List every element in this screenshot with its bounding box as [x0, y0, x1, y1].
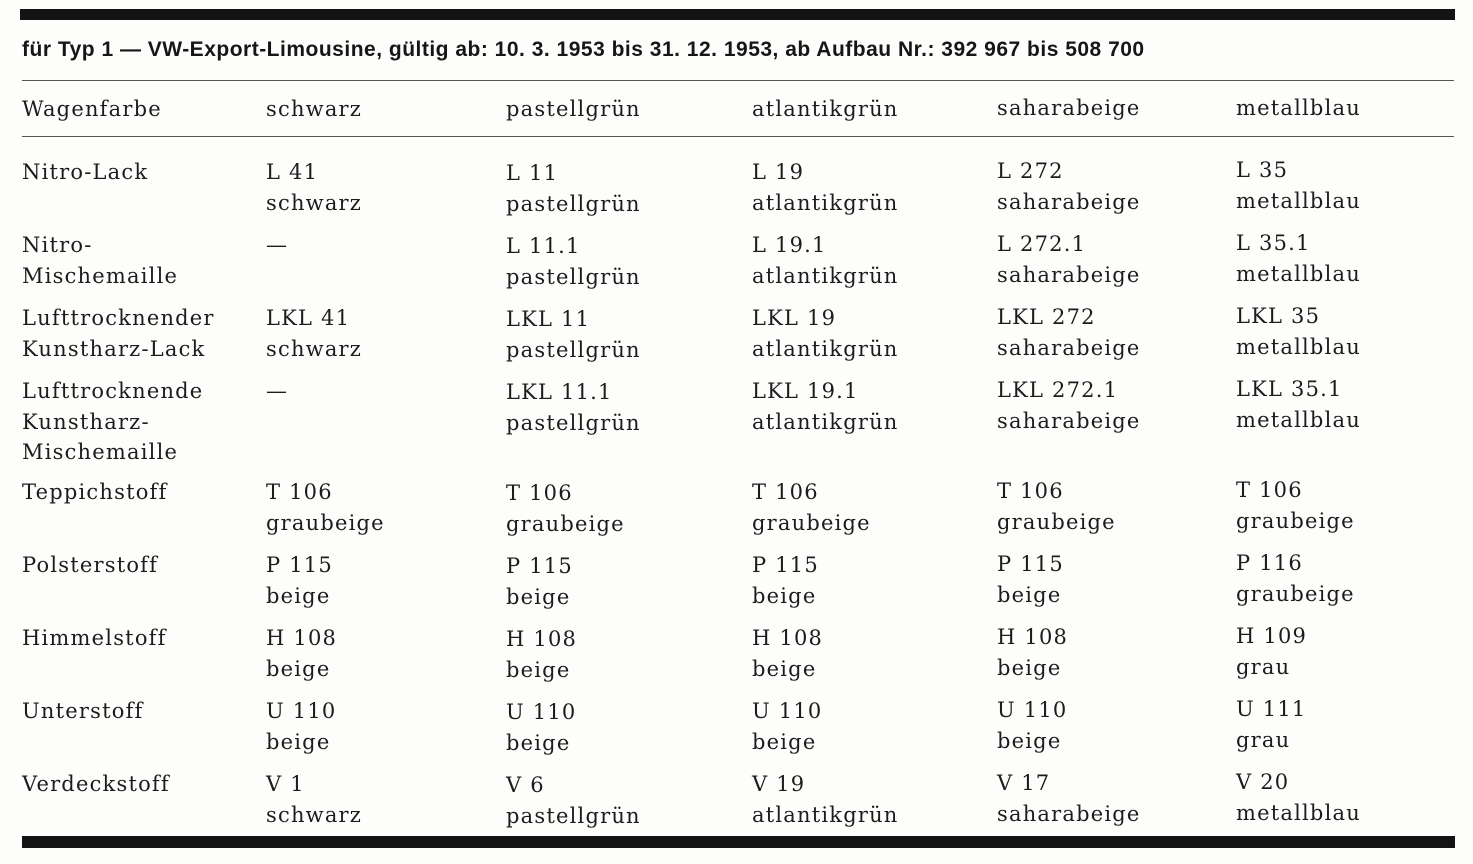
table-cell-line: metallblau: [1236, 407, 1361, 432]
table-cell-line: P 115: [266, 553, 333, 577]
table-cell: [266, 376, 288, 407]
table-cell-line: metallblau: [1236, 334, 1361, 359]
table-cell: [997, 156, 1141, 217]
table-cell: [1236, 548, 1355, 609]
table-cell: [506, 377, 641, 438]
table-cell: [997, 375, 1141, 436]
table-cell-line: P 115: [997, 552, 1064, 576]
table-cell-line: L 11: [506, 161, 559, 185]
table-cell: [506, 478, 625, 539]
table-cell-line: beige: [266, 583, 331, 608]
top-border-bar: [20, 9, 1455, 20]
table-cell-line: beige: [266, 729, 331, 754]
row-label-line: Kunstharz-: [22, 409, 150, 434]
table-cell-line: P 115: [506, 554, 573, 578]
table-cell-line: grau: [1236, 654, 1291, 679]
table-cell: [752, 550, 819, 611]
table-cell-line: pastellgrün: [506, 410, 641, 435]
table-cell-line: L 19: [752, 160, 805, 184]
column-header: saharabeige: [997, 96, 1141, 120]
table-cell-line: saharabeige: [997, 801, 1141, 826]
table-cell-line: grau: [1236, 727, 1291, 752]
row-label-line: Verdeckstoff: [22, 772, 170, 796]
table-cell-line: V 19: [752, 772, 806, 796]
table-cell-line: LKL 35.1: [1236, 377, 1343, 401]
table-cell: [1236, 475, 1355, 536]
table-cell: [997, 768, 1141, 829]
row-label: [22, 376, 203, 468]
row-label-line: Himmelstoff: [22, 626, 167, 650]
table-cell-line: graubeige: [266, 510, 385, 535]
row-label-line: Mischemaille: [22, 263, 179, 288]
table-cell-line: pastellgrün: [506, 337, 641, 362]
row-label: [22, 303, 215, 364]
table-cell-line: graubeige: [1236, 508, 1355, 533]
table-cell: [506, 231, 641, 292]
table-cell-line: schwarz: [266, 336, 363, 361]
table-cell-line: metallblau: [1236, 188, 1361, 213]
table-cell-line: metallblau: [1236, 261, 1361, 286]
table-cell-line: metallblau: [1236, 800, 1361, 825]
table-cell-line: schwarz: [266, 190, 363, 215]
table-cell-line: T 106: [506, 481, 573, 505]
table-cell: [506, 551, 573, 612]
table-cell: [997, 622, 1068, 683]
table-cell-line: P 115: [752, 553, 819, 577]
table-cell: [506, 304, 641, 365]
table-cell: [1236, 155, 1361, 216]
table-cell: [506, 770, 641, 831]
table-cell-line: beige: [506, 657, 571, 682]
table-cell: [266, 157, 362, 218]
row-label-line: Polsterstoff: [22, 553, 159, 577]
table-cell-line: L 41: [266, 160, 319, 184]
table-cell-line: saharabeige: [997, 262, 1141, 287]
table-cell-line: saharabeige: [997, 335, 1141, 360]
table-cell-line: beige: [752, 656, 817, 681]
table-cell: [266, 477, 385, 538]
table-cell-line: LKL 272: [997, 305, 1096, 329]
column-header: schwarz: [266, 97, 363, 121]
row-label-line: Kunstharz-Lack: [22, 336, 206, 361]
table-cell-line: LKL 272.1: [997, 378, 1119, 402]
table-cell-line: beige: [266, 656, 331, 681]
row-label-line: Nitro-: [22, 233, 93, 257]
table-cell-line: LKL 35: [1236, 304, 1321, 328]
row-label: [22, 550, 158, 581]
table-cell-line: beige: [506, 584, 571, 609]
table-cell-line: LKL 19.1: [752, 379, 859, 403]
column-header: metallblau: [1236, 96, 1361, 120]
table-cell: [266, 303, 362, 364]
table-cell-line: LKL 11.1: [506, 380, 613, 404]
table-cell: [266, 550, 333, 611]
table-cell: [266, 623, 337, 684]
row-label: [22, 230, 178, 291]
bottom-border-bar: [22, 836, 1455, 848]
table-cell: [1236, 694, 1306, 755]
table-cell-line: saharabeige: [997, 408, 1141, 433]
table-cell: [266, 696, 336, 757]
table-cell: [1236, 374, 1361, 435]
row-label: [22, 769, 170, 800]
table-cell: [506, 624, 577, 685]
table-cell-line: L 272: [997, 159, 1064, 183]
table-cell: [752, 376, 899, 437]
row-label: [22, 696, 144, 727]
table-cell: [506, 158, 641, 219]
table-cell-line: U 110: [506, 700, 577, 724]
table-cell-line: atlantikgrün: [752, 802, 899, 827]
table-cell: [1236, 621, 1307, 682]
table-cell-line: graubeige: [506, 511, 625, 536]
table-cell-line: beige: [752, 583, 817, 608]
table-cell-line: L 19.1: [752, 233, 827, 257]
table-cell: [1236, 228, 1361, 289]
table-cell-line: L 11.1: [506, 234, 581, 258]
table-cell-line: T 106: [266, 480, 333, 504]
table-cell-line: beige: [997, 582, 1062, 607]
table-cell: [752, 157, 899, 218]
row-label: [22, 623, 167, 654]
table-cell-line: atlantikgrün: [752, 336, 899, 361]
row-label-line: Lufttrocknender: [22, 306, 215, 330]
column-header: pastellgrün: [506, 97, 641, 121]
table-cell-line: T 106: [997, 479, 1064, 503]
table-cell: [752, 230, 899, 291]
row-label: [22, 477, 168, 508]
row-label-line: Mischemaille: [22, 440, 179, 464]
table-cell: [266, 769, 362, 830]
table-cell-line: U 110: [997, 698, 1068, 722]
table-cell-line: beige: [997, 728, 1062, 753]
table-cell-line: L 35.1: [1236, 231, 1311, 255]
table-cell: [752, 477, 871, 538]
table-cell-line: atlantikgrün: [752, 409, 899, 434]
table-cell-line: V 1: [266, 772, 305, 796]
table-cell: [506, 697, 576, 758]
table-cell-line: saharabeige: [997, 189, 1141, 214]
row-label-line: Lufttrocknende: [22, 379, 204, 403]
table-cell-line: U 110: [266, 699, 337, 723]
row-label: [22, 157, 148, 188]
table-cell-line: H 108: [997, 625, 1069, 649]
table-cell-line: beige: [506, 730, 571, 755]
row-label-line: Teppichstoff: [22, 480, 168, 504]
table-cell-line: L 272.1: [997, 232, 1087, 256]
table-cell-line: V 17: [997, 771, 1051, 795]
table-cell: [997, 302, 1141, 363]
table-cell: [1236, 301, 1361, 362]
table-cell-line: atlantikgrün: [752, 263, 899, 288]
table-cell-line: pastellgrün: [506, 803, 641, 828]
row-label-line: Nitro-Lack: [22, 160, 149, 184]
table-cell: [997, 476, 1116, 537]
table-cell: [266, 230, 288, 261]
header-rule-top: [22, 80, 1454, 81]
table-cell-line: V 20: [1236, 770, 1290, 794]
table-cell-line: graubeige: [752, 510, 871, 535]
table-cell-line: beige: [997, 655, 1062, 680]
table-cell: [1236, 767, 1361, 828]
table-cell: [752, 769, 899, 830]
table-cell-line: T 106: [1236, 478, 1303, 502]
table-cell-line: H 109: [1236, 624, 1308, 648]
table-cell-line: H 108: [266, 626, 338, 650]
table-cell-line: U 110: [752, 699, 823, 723]
table-cell-line: P 116: [1236, 551, 1303, 575]
table-cell-line: L 35: [1236, 158, 1289, 182]
table-cell-line: graubeige: [1236, 581, 1355, 606]
page-title: für Typ 1 — VW-Export-Limousine, gültig ab: 10. 3. 1953 bis 31. 12. 1953, ab Aufbau Nr.: 392 967 bis 508 700: [22, 38, 1145, 61]
table-cell-line: schwarz: [266, 802, 363, 827]
row-label-line: Unterstoff: [22, 699, 144, 723]
table-cell-line: LKL 11: [506, 307, 591, 331]
table-cell-line: LKL 41: [266, 306, 351, 330]
table-cell-line: V 6: [506, 773, 545, 797]
header-label-wagenfarbe: Wagenfarbe: [22, 97, 162, 121]
table-cell: [997, 229, 1141, 290]
table-cell-line: LKL 19: [752, 306, 837, 330]
table-cell-line: atlantikgrün: [752, 190, 899, 215]
header-rule-bottom: [22, 136, 1454, 137]
table-cell-line: —: [266, 379, 289, 403]
table-cell-line: H 108: [752, 626, 824, 650]
table-cell-line: beige: [752, 729, 817, 754]
table-cell-line: T 106: [752, 480, 819, 504]
table-cell: [752, 303, 899, 364]
table-cell-line: —: [266, 233, 289, 257]
table-cell: [752, 696, 822, 757]
table-cell: [997, 549, 1064, 610]
table-cell: [752, 623, 823, 684]
table-cell-line: U 111: [1236, 697, 1307, 721]
table-cell-line: pastellgrün: [506, 191, 641, 216]
table-cell-line: H 108: [506, 627, 578, 651]
table-cell-line: graubeige: [997, 509, 1116, 534]
table-cell: [997, 695, 1067, 756]
table-cell-line: pastellgrün: [506, 264, 641, 289]
column-header: atlantikgrün: [752, 97, 899, 121]
